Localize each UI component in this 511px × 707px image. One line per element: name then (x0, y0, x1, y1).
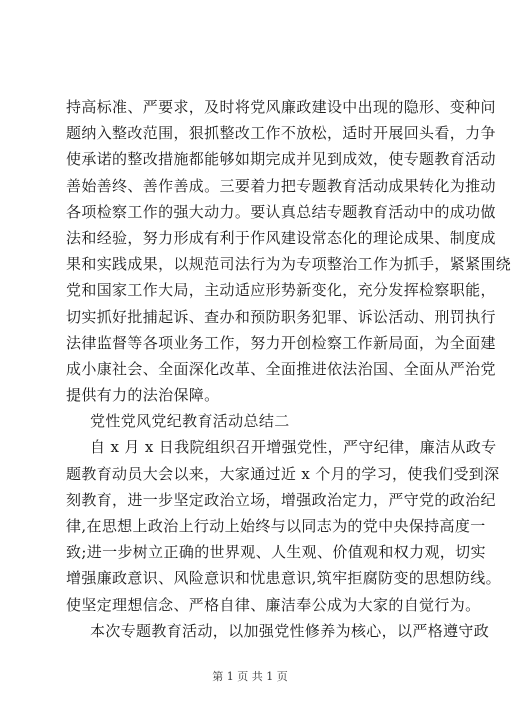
text-line: 致;进一步树立正确的世界观、人生观、价值观和权力观，切实 (66, 543, 486, 562)
text-line: 题教育动员大会以来，大家通过近 x 个月的学习，使我们受到深 (66, 464, 500, 483)
text-line: 法律监督等各项业务工作，努力开创检察工作新局面，为全面建 (66, 333, 496, 352)
section-heading: 党性党风党纪教育活动总结二 (90, 412, 290, 431)
text-line: 果和实践成果，以规范司法行为为专项整治工作为抓手，紧紧围绕 (66, 255, 511, 274)
text-line: 增强廉政意识、风险意识和忧患意识,筑牢拒腐防变的思想防线。 (66, 569, 501, 588)
paragraph-start: 本次专题教育活动，以加强党性修养为核心，以严格遵守政 (90, 621, 490, 640)
text-line: 持高标准、严要求，及时将党风廉政建设中出现的隐形、变种问 (66, 98, 496, 116)
text-line: 成小康社会、全面深化改革、全面推进依法治国、全面从严治党 (66, 359, 496, 378)
text-line: 党和国家工作大局，主动适应形势新变化，充分发挥检察职能， (66, 281, 496, 300)
text-line: 法和经验，努力形成有利于作风建设常态化的理论成果、制度成 (66, 228, 496, 247)
text-line: 刻教育，进一步坚定政治立场，增强政治定力，严守党的政治纪 (66, 490, 496, 509)
text-line: 使坚定理想信念、严格自律、廉洁奉公成为大家的自觉行为。 (66, 595, 481, 614)
page-footer: 第 1 页 共 1 页 (212, 670, 288, 683)
text-line: 使承诺的整改措施都能够如期完成并见到成效，使专题教育活动 (66, 150, 496, 169)
text-line: 善始善终、善作善成。三要着力把专题教育活动成果转化为推动 (66, 176, 496, 195)
text-line: 题纳入整改范围，狠抓整改工作不放松，适时开展回头看，力争 (66, 124, 496, 143)
text-line: 律,在思想上政治上行动上始终与以同志为的党中央保持高度一 (66, 517, 486, 535)
paragraph-start: 自 x 月 x 日我院组织召开增强党性，严守纪律，廉洁从政专 (90, 438, 497, 457)
text-line: 切实抓好批捕起诉、查办和预防职务犯罪、诉讼活动、刑罚执行 (66, 307, 496, 326)
body-text (66, 94, 511, 644)
text-line: 提供有力的法治保障。 (66, 386, 220, 405)
text-line: 各项检察工作的强大动力。要认真总结专题教育活动中的成功做 (66, 202, 496, 221)
